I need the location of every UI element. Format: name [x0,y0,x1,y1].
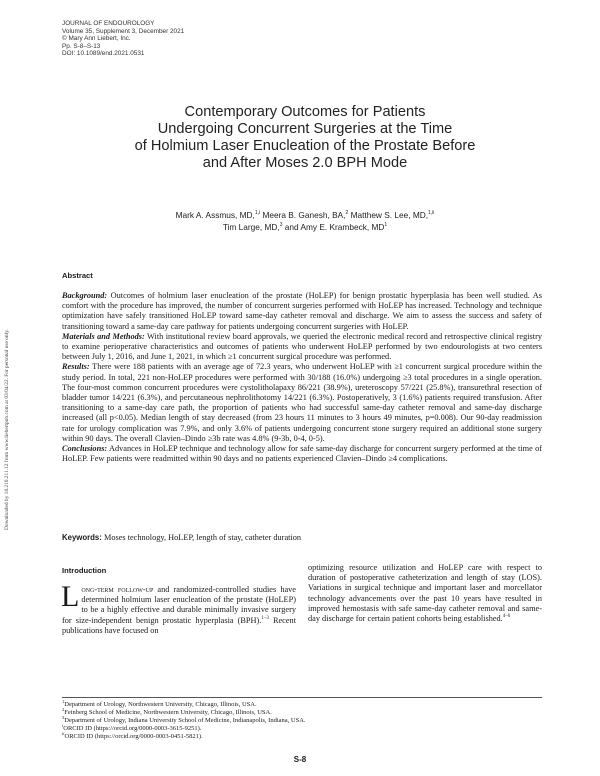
author-name: Meera B. Ganesh, BA, [262,210,346,220]
conclusions-label: Conclusions: [62,444,108,454]
introduction-column-left [61,580,297,636]
author-separator: and [282,222,301,232]
keywords-label: Keywords: [62,533,102,542]
footnote-mark: i [62,722,64,728]
footnote-mark: 2 [62,706,65,712]
footnote-mark: ii [62,730,65,736]
author-name: Amy E. Krambeck, MD [300,222,385,232]
journal-info [62,20,184,58]
journal-name: JOURNAL OF ENDOUROLOGY [62,20,155,27]
footnote [62,698,542,709]
author-affiliation-mark: 1,i [254,210,261,217]
author-name: Matthew S. Lee, MD, [350,210,429,220]
drop-cap: L [61,580,80,613]
methods-label: Materials and Methods: [62,331,145,341]
author-name: Mark A. Assmus, MD, [175,210,255,220]
footnote [62,714,542,725]
abstract-body [62,291,542,464]
author-name: Tim Large, MD, [222,222,280,232]
footnote-text: ORCID ID (https://orcid.org/0000-0003-0451-5821). [64,733,203,740]
introduction-column-right [308,563,542,624]
results-text: There were 188 patients with an average age of 72.3 years, who underwent HoLEP with ≥1 concurrent surgical procedure within the study period. In total, 221 non-HoLEP procedures were performed with 30/188 (16.0%) undergoing ≥3 total procedures in a single operation. The four-most common concurrent procedures were cystolitholapaxy 86/221 (38.9%), ureteroscopy 57/221 (25.8%), transurethral resection of bladder tumor 14/221 (6.3%), and percutaneous nephrolithotomy 14/221 (6.3%). Postoperatively, 3 (1.6%) patients required transfusion. After transitioning to a same-day care path, the proportion of patients who had successful same-day catheter removal and same-day discharge increased (all p<0.05). Median length of stay decreased (from 23 hours 11 minutes to 3 hours 49 minutes, p=0.008). Our 90-day readmission rate for urology complication was 7.9%, and only 3.6% of patients undergoing concurrent stone surgery required an additional stone surgery within 90 days. The overall Clavien–Dindo ≥3b rate was 4.8% (9-3b, 0-4, 0-5). [62,362,542,443]
footnotes [62,698,542,741]
journal-pages: Pp. S-8–S-13 [62,42,101,50]
footnote [62,730,542,741]
download-notice: Downloaded by 18.210.211.12 from www.liebertpub.com at 03/04/22. For personal use only. [4,329,10,530]
lead-in-smallcaps: ong-term follow-up [81,585,154,594]
footnote-text: Department of Urology, Northwestern University, Chicago, Illinois, USA. [64,701,257,708]
keywords-text: Moses technology, HoLEP, length of stay, catheter duration [103,533,302,542]
footnote-text: Department of Urology, Indiana University School of Medicine, Indianapolis, Indiana, USA. [64,717,306,724]
footnote-text: ORCID ID (https://orcid.org/0000-0003-3615-9251). [63,725,202,732]
abstract-results [62,362,542,444]
conclusions-text: Advances in HoLEP technique and technology allow for safe same-day discharge for concurrent surgery performed at the time of HoLEP. Few patients were readmitted within 90 days and no patients experienced Clavien–Dindo ≥4 complications. [62,444,542,464]
title-line: Undergoing Concurrent Surgeries at the Time [157,121,453,137]
citation-ref: 1–3 [261,615,269,621]
introduction-text-tail: Recent publications have focused on [62,615,297,635]
results-label: Results: [62,362,90,372]
footnote-text: Feinberg School of Medicine, Northwestern University, Chicago, Illinois, USA. [64,709,272,716]
keywords-line [62,533,301,542]
author-list [60,209,550,233]
footnote-mark: 3 [62,714,65,720]
abstract-background [62,291,542,332]
introduction-heading: Introduction [62,566,107,575]
introduction-text: optimizing resource utilization and HoLEP care with respect to duration of postoperative catheterization and length of stay (LOS). Variations in surgical technique and important laser and morcellator technology advancements over the past 10 years have resulted in improved hemostasis with safe same-day catheter removal and same-day discharge for certain patient cohorts being established. [308,563,542,624]
title-line: of Holmium Laser Enucleation of the Prostate Before [134,138,476,154]
background-text: Outcomes of holmium laser enucleation of the prostate (HoLEP) for benign prostatic hyperplasia has been well studied. As comfort with the procedure has improved, the number of concurrent surgeries performed with HoLEP has increased. Technology and technique optimization have safely transitioned HoLEP toward same-day catheter removal and discharge. We aim to assess the success and safety of transitioning toward a same-day care pathway for patients undergoing concurrent surgeries with HoLEP. [62,291,542,331]
author-affiliation-mark: 2 [345,210,349,217]
page-number: S-8 [293,755,307,764]
citation-ref: 4–6 [502,614,511,620]
footnote-mark: 1 [62,698,65,704]
abstract-heading: Abstract [62,271,93,280]
methods-text: With institutional review board approvals, we queried the electronic medical record and retrospective clinical registry to examine perioperative characteristics and outcomes of patients who underwent HoLEP performed by two endourologists at two centers between July 1, 2016, and June 1, 2021, in which ≥1 concurrent surgical procedure was performed. [62,331,542,362]
author-affiliation-mark: 3 [279,222,283,229]
abstract-methods [62,332,542,363]
abstract-conclusions [62,444,542,464]
author-affiliation-mark: 1 [384,222,388,229]
footnote [62,706,542,717]
footnote [62,722,542,733]
footnote-divider [62,697,542,698]
journal-volume: Volume 35, Supplement 3, December 2021 [62,27,185,35]
title-line: Contemporary Outcomes for Patients [184,104,426,120]
introduction-text: and randomized-controlled studies have determined holmium laser enucleation of the prostate (HoLEP) to be a highly effective and durable minimally invasive surgery for size-independent benign prostatic hyperplasia (BPH). [62,585,296,625]
journal-doi: DOI: 10.1089/end.2021.0531 [62,50,145,58]
background-label: Background: [62,291,108,300]
author-affiliation-mark: 1,ii [428,210,435,217]
title-line: and After Moses 2.0 BPH Mode [202,155,408,171]
journal-copyright: © Mary Ann Liebert, Inc. [62,35,131,43]
paper-title [60,104,550,172]
